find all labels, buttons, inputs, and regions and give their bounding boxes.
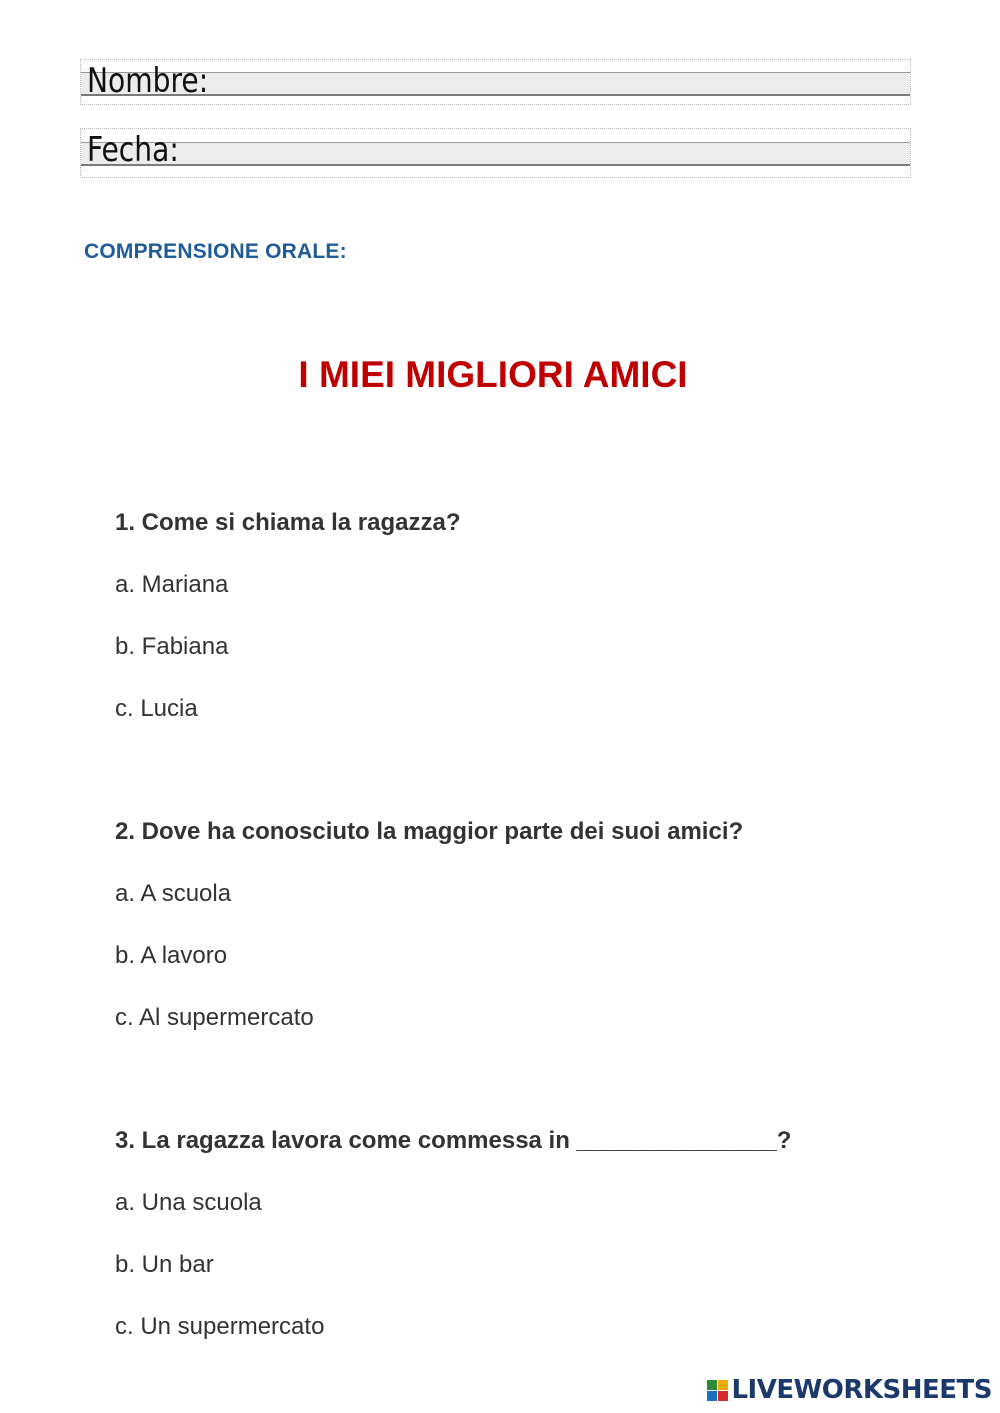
answer-option[interactable]: b. A lavoro bbox=[115, 942, 228, 969]
date-field-line bbox=[81, 142, 910, 166]
logo-square bbox=[707, 1391, 717, 1401]
liveworksheets-logo-icon bbox=[707, 1380, 728, 1401]
section-heading: COMPRENSIONE ORALE: bbox=[84, 240, 347, 263]
question-2 bbox=[115, 817, 960, 1033]
answer-option[interactable]: a. Una scuola bbox=[115, 1189, 262, 1216]
question-text: 2. Dove ha conosciuto la maggior parte dei suoi amici? bbox=[115, 818, 744, 845]
answer-option[interactable]: c. Lucia bbox=[115, 695, 198, 722]
answer-option[interactable]: a. Mariana bbox=[115, 571, 229, 598]
page-title: I MIEI MIGLIORI AMICI bbox=[298, 354, 688, 395]
name-field[interactable] bbox=[80, 59, 911, 105]
answer-option[interactable]: b. Un bar bbox=[115, 1251, 214, 1278]
question-text: 1. Come si chiama la ragazza? bbox=[115, 509, 461, 536]
answer-option[interactable]: c. Un supermercato bbox=[115, 1313, 325, 1340]
question-1 bbox=[115, 508, 960, 724]
question-3 bbox=[115, 1126, 960, 1342]
name-label: Nombre: bbox=[87, 61, 209, 101]
logo-square bbox=[718, 1391, 728, 1401]
date-field[interactable] bbox=[80, 128, 911, 178]
logo-square bbox=[707, 1380, 717, 1390]
answer-option[interactable]: a. A scuola bbox=[115, 880, 232, 907]
date-label: Fecha: bbox=[87, 130, 179, 170]
liveworksheets-logo bbox=[707, 1375, 992, 1405]
logo-square bbox=[718, 1380, 728, 1390]
answer-option[interactable]: c. Al supermercato bbox=[115, 1004, 314, 1031]
logo-text: LIVEWORKSHEETS bbox=[731, 1375, 992, 1405]
answer-option[interactable]: b. Fabiana bbox=[115, 633, 229, 660]
question-text: 3. La ragazza lavora come commessa in _______________? bbox=[115, 1127, 792, 1154]
